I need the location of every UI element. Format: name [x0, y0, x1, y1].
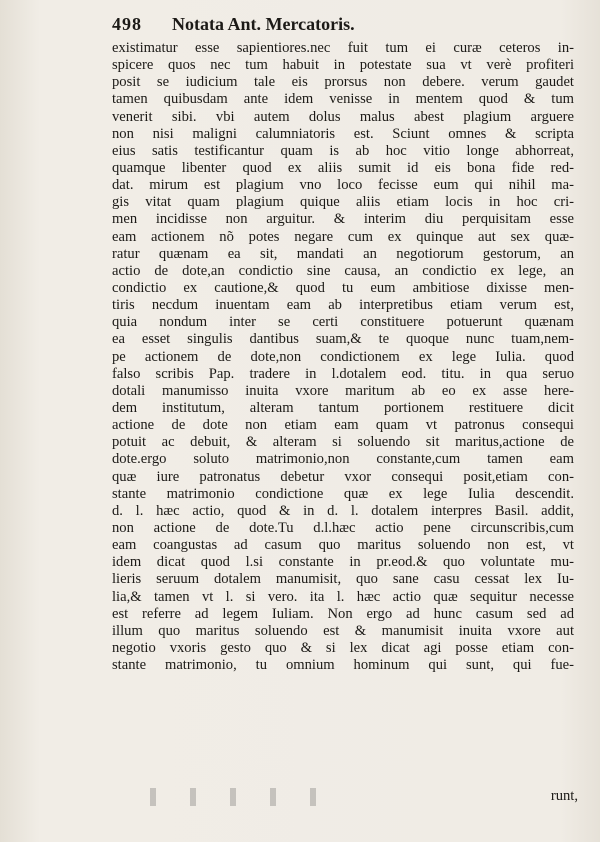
text-line: negotio vxoris gesto quo & si lex dicat agi posse etiam con-	[112, 639, 574, 656]
text-line: eius satis testificantur quam is ab hoc vitio longe abhorreat,	[112, 142, 574, 159]
text-line: dotali manumisso inuita vxore maritum ab eo ex asse here-	[112, 382, 574, 399]
text-line: d. l. hæc actio, quod & in d. l. dotalem interpres Basil. addit,	[112, 502, 574, 519]
body-text	[112, 40, 574, 674]
text-line: men incidisse non arguitur. & interim diu perquisitam esse	[112, 211, 574, 228]
text-line: spicere quos nec tum habuit in potestate sua vt verè profiteri	[112, 57, 574, 74]
text-line: posit se iudicium tale eis prorsus non debere. verum gaudet	[112, 74, 574, 91]
text-line: lieris seruum dotalem manumisit, quo sane casu cessat lex Iu-	[112, 571, 574, 588]
text-line: condictio ex cautione,& quod tu eum ambitiose dixisse men-	[112, 279, 574, 296]
text-line: falso scribis Pap. tradere in l.dotalem eod. titu. in qua seruo	[112, 365, 574, 382]
text-line: quamque libenter quod ex aliis sumit id eis bona fide red-	[112, 159, 574, 176]
text-line: ratur quænam ea sit, mandati an negotiorum gestorum, an	[112, 245, 574, 262]
text-line: actione de dote non etiam eam quam vt patronus consequi	[112, 417, 574, 434]
text-line: non actione de dote.Tu d.l.hæc actio pene circunscribis,cum	[112, 519, 574, 536]
text-line: lia,& tamen vt l. si vero. ita l. hæc actio quæ sequitur necesse	[112, 588, 574, 605]
text-line: tiris necdum inuentam eam ab interpretibus etiam verum est,	[112, 297, 574, 314]
text-line: ea esset singulis dantibus suam,& te quoque nunc tuam,nem-	[112, 331, 574, 348]
folio-number: 498	[112, 14, 142, 34]
text-line: eam coangustas ad casum quo maritus soluendo non est, vt	[112, 537, 574, 554]
text-line: venerit sibi. vbi autem dolus malus abest plagium arguere	[112, 108, 574, 125]
text-line: idem dicat quod l.si constante in pr.eod.& quo voluntate mu-	[112, 554, 574, 571]
text-line: dem institutum, alteram tantum portionem restituere dicit	[112, 399, 574, 416]
text-line: dat. mirum est plagium vno loco fecisse eum qui nihil ma-	[112, 177, 574, 194]
text-line: stante matrimonio, tu omnium hominum qui sunt, qui fue-	[112, 657, 574, 674]
text-line: stante matrimonio condictione quæ ex lege Iulia descendit.	[112, 485, 574, 502]
ink-smudge	[150, 788, 350, 806]
text-line: eam actionem nõ potes negare cum ex quinque aut sex quæ-	[112, 228, 574, 245]
page-header	[112, 14, 572, 36]
text-line: tamen quibusdam ante idem venisse in mentem quod & tum	[112, 91, 574, 108]
running-title: Notata Ant. Mercatoris.	[172, 14, 355, 34]
text-line: est referre ad legem Iuliam. Non ergo ad hunc casum sed ad	[112, 605, 574, 622]
text-line: gis vitat quam plagium quique aliis etiam locis in hoc cri-	[112, 194, 574, 211]
text-line: potuit ac debuit, & alteram si soluendo sit maritus,actione de	[112, 434, 574, 451]
text-line: actio de dote,an condictio sine causa, an condictio ex lege, an	[112, 262, 574, 279]
text-line: dote.ergo soluto matrimonio,non constante,cum tamen eam	[112, 451, 574, 468]
text-line: non nisi maligni calumniatoris est. Sciunt omnes & scripta	[112, 125, 574, 142]
text-line: existimatur esse sapientiores.nec fuit tum ei curæ ceteros in-	[112, 40, 574, 56]
text-line: quæ iure patronatus debetur vxor consequi posit,etiam con-	[112, 468, 574, 485]
text-line: illum quo maritus soluendo est & manumisit inuita vxore aut	[112, 622, 574, 639]
catchword: runt,	[550, 788, 578, 804]
text-line: pe actionem de dote,non condictionem ex lege Iulia. quod	[112, 348, 574, 365]
text-line: quia nondum inter se certi constituere potuerunt quænam	[112, 314, 574, 331]
